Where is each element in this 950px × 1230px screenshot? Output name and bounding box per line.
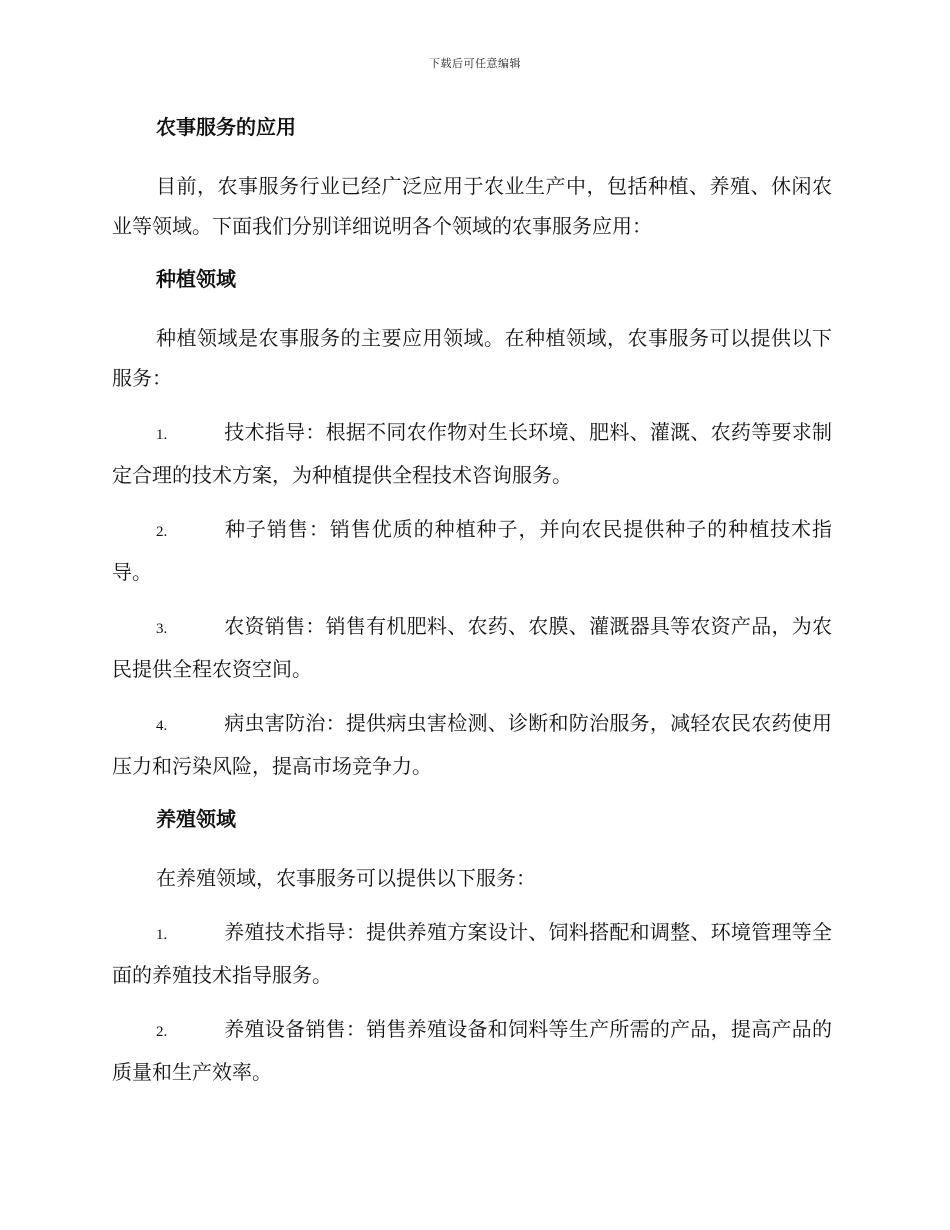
section-title-intro: 农事服务的应用	[156, 115, 296, 139]
list-number: 1.	[156, 427, 168, 443]
list-text: 养殖设备销售：销售养殖设备和饲料等生产所需的产品，提高产品的质量和生产效率。	[112, 1017, 832, 1084]
list-number: 2.	[156, 524, 168, 540]
list-item	[112, 509, 832, 592]
list-number: 1.	[156, 927, 168, 943]
header-note: 下载后可任意编辑	[429, 57, 521, 70]
section-title-breeding: 养殖领域	[156, 807, 236, 831]
list-number: 4.	[156, 718, 168, 734]
list-item	[112, 412, 832, 495]
list-text: 农资销售：销售有机肥料、农药、农膜、灌溉器具等农资产品，为农民提供全程农资空间。	[112, 614, 832, 681]
planting-paragraph: 种植领域是农事服务的主要应用领域。在种植领域，农事服务可以提供以下服务：	[112, 326, 832, 390]
list-item	[112, 912, 832, 995]
list-text: 技术指导：根据不同农作物对生长环境、肥料、灌溉、农药等要求制定合理的技术方案，为种植提供全程技术咨询服务。	[112, 420, 832, 487]
list-text: 种子销售：销售优质的种植种子，并向农民提供种子的种植技术指导。	[112, 517, 832, 584]
list-item	[112, 703, 832, 786]
document-body	[112, 108, 832, 1106]
list-text: 养殖技术指导：提供养殖方案设计、饲料搭配和调整、环境管理等全面的养殖技术指导服务。	[112, 920, 832, 987]
list-item	[112, 1009, 832, 1092]
list-text: 病虫害防治：提供病虫害检测、诊断和防治服务，减轻农民农药使用压力和污染风险，提高市场竞争力。	[112, 711, 832, 778]
list-number: 2.	[156, 1024, 168, 1040]
list-number: 3.	[156, 621, 168, 637]
breeding-paragraph: 在养殖领域，农事服务可以提供以下服务：	[156, 866, 536, 890]
section-title-planting: 种植领域	[156, 267, 236, 291]
intro-paragraph: 目前，农事服务行业已经广泛应用于农业生产中，包括种植、养殖、休闲农业等领域。下面我们分别详细说明各个领域的农事服务应用：	[112, 174, 832, 238]
list-item	[112, 606, 832, 689]
